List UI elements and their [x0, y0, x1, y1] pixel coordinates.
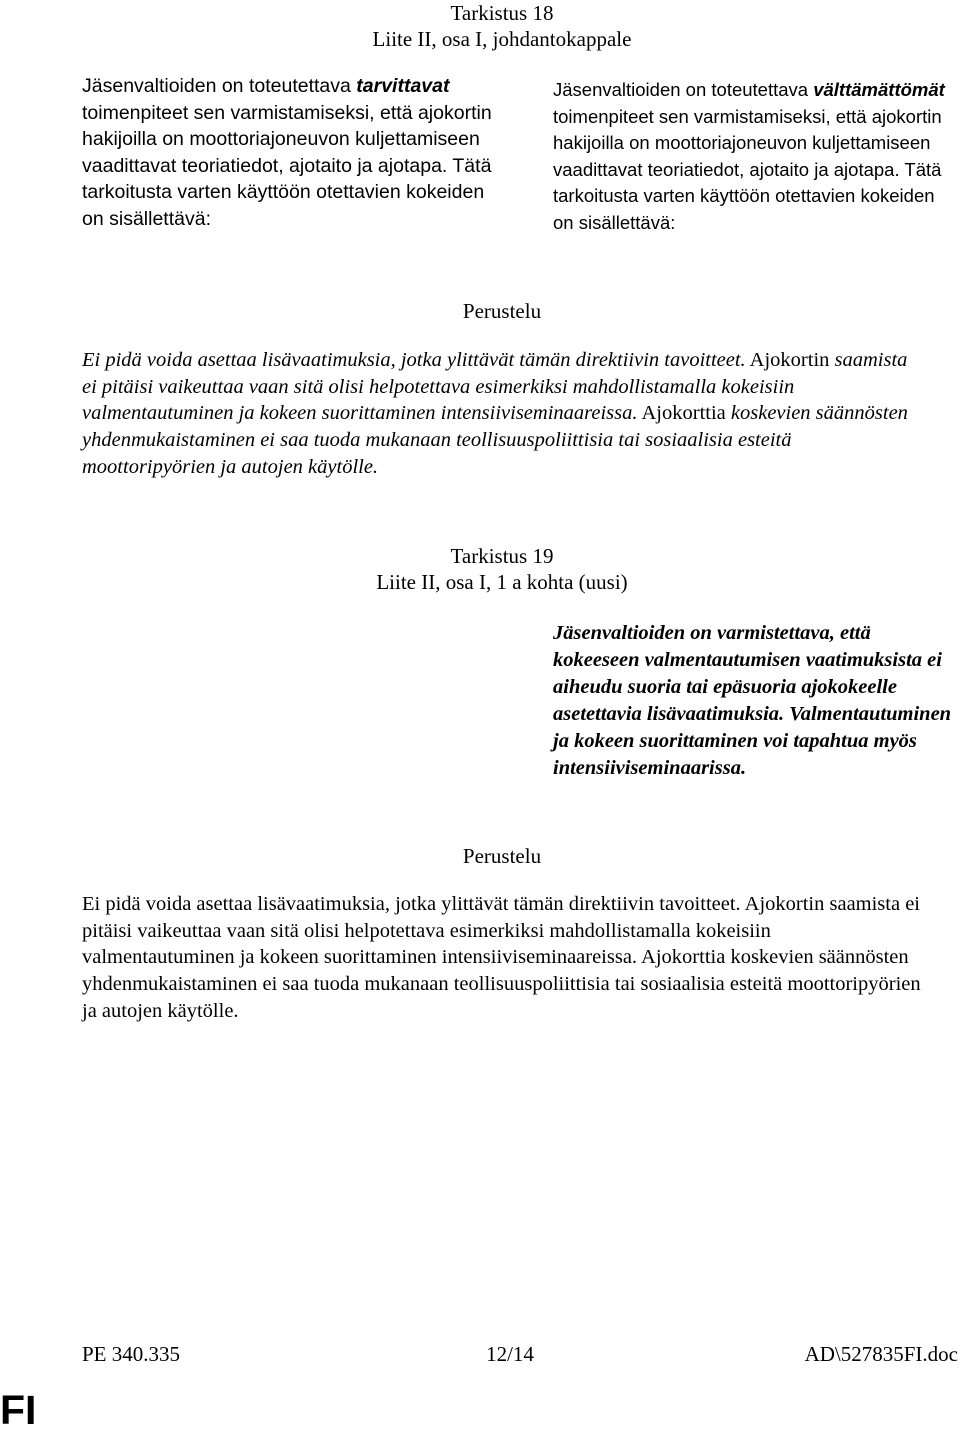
amendment-19-amended-text: Jäsenvaltioiden on varmistettava, että kokeeseen valmentautumisen vaatimuksista ei aiheudu suoria tai epäsuoria ajokokeelle asetettavia lisävaatimuksia. Valmentautuminen ja kokeen suorittaminen voi tapahtua myös intensiiviseminaarissa.	[553, 622, 952, 779]
amended-text-emphasis: välttämättömät	[813, 79, 945, 100]
amendment-18-reference: Liite II, osa I, johdantokappale	[372, 27, 632, 51]
amendment-19-title: Tarkistus 19	[450, 544, 554, 568]
amendment-19-reference: Liite II, osa I, 1 a kohta (uusi)	[376, 570, 628, 594]
justification-heading-19: Perustelu	[462, 844, 542, 868]
amendment-18-original-text	[82, 73, 492, 232]
amendment-19-heading	[82, 543, 922, 595]
justification-18-plain-1: Ajokortin	[745, 349, 835, 371]
footer-page-number: 12/14	[486, 1342, 534, 1366]
original-text-emphasis: tarvittavat	[356, 75, 450, 97]
justification-text-18	[82, 347, 922, 481]
justification-18-italic-3: koskevien säännösten yhdenmukaistaminen ei saa tuoda mukanaan teollisuuspoliittisia tai sosiaalisia esteitä moottoripyörien ja autojen käytölle.	[82, 402, 908, 478]
original-text-part-1: Jäsenvaltioiden on toteutettava	[82, 75, 357, 97]
amendment-18-heading	[0, 0, 960, 52]
justification-heading-18: Perustelu	[462, 299, 542, 323]
justification-18-italic-2: saamista ei pitäisi vaikeuttaa vaan sitä olisi helpotettava esimerkiksi mahdollistamalla kokeisiin valmentautuminen ja kokeen suorittaminen intensiiviseminaareissa.	[82, 349, 908, 425]
justification-18-plain-2: Ajokorttia	[637, 402, 731, 425]
footer-doc-reference: PE 340.335	[82, 1342, 181, 1366]
language-marker: FI	[0, 1387, 37, 1433]
justification-text-19: Ei pidä voida asettaa lisävaatimuksia, jotka ylittävät tämän direktiivin tavoitteet. Ajokortin saamista ei pitäisi vaikeuttaa vaan sitä olisi helpotettava esimerkiksi mahdollistamalla kokeisiin valmentautuminen ja kokeen suorittaminen intensiiviseminaareissa. Ajokorttia koskevien säännösten yhdenmukaistaminen ei saa tuoda mukanaan teollisuuspoliittisia tai sosiaalisia esteitä moottoripyörien ja autojen käytölle.	[82, 893, 921, 1022]
original-text-part-2: toimenpiteet sen varmistamiseksi, että ajokortin hakijoilla on moottoriajoneuvon kuljettamiseen vaadittavat teoriatiedot, ajotaito ja ajotapa. Tätä tarkoitusta varten käyttöön otettavien kokeiden on sisällettävä:	[82, 101, 492, 230]
justification-18-italic-1: Ei pidä voida asettaa lisävaatimuksia, jotka ylittävät tämän direktiivin tavoitteet.	[82, 349, 746, 371]
amended-text-part-2: toimenpiteet sen varmistamiseksi, että ajokortin hakijoilla on moottoriajoneuvon kuljettamiseen vaadittavat teoriatiedot, ajotaito ja ajotapa. Tätä tarkoitusta varten käyttöön otettavien kokeiden on sisällettävä:	[553, 105, 942, 233]
amendment-18-amended-text	[553, 77, 953, 236]
amendment-18-title: Tarkistus 18	[450, 1, 554, 25]
footer-file-name: AD\527835FI.doc	[804, 1342, 958, 1366]
amended-text-part-1: Jäsenvaltioiden on toteutettava	[553, 79, 814, 100]
